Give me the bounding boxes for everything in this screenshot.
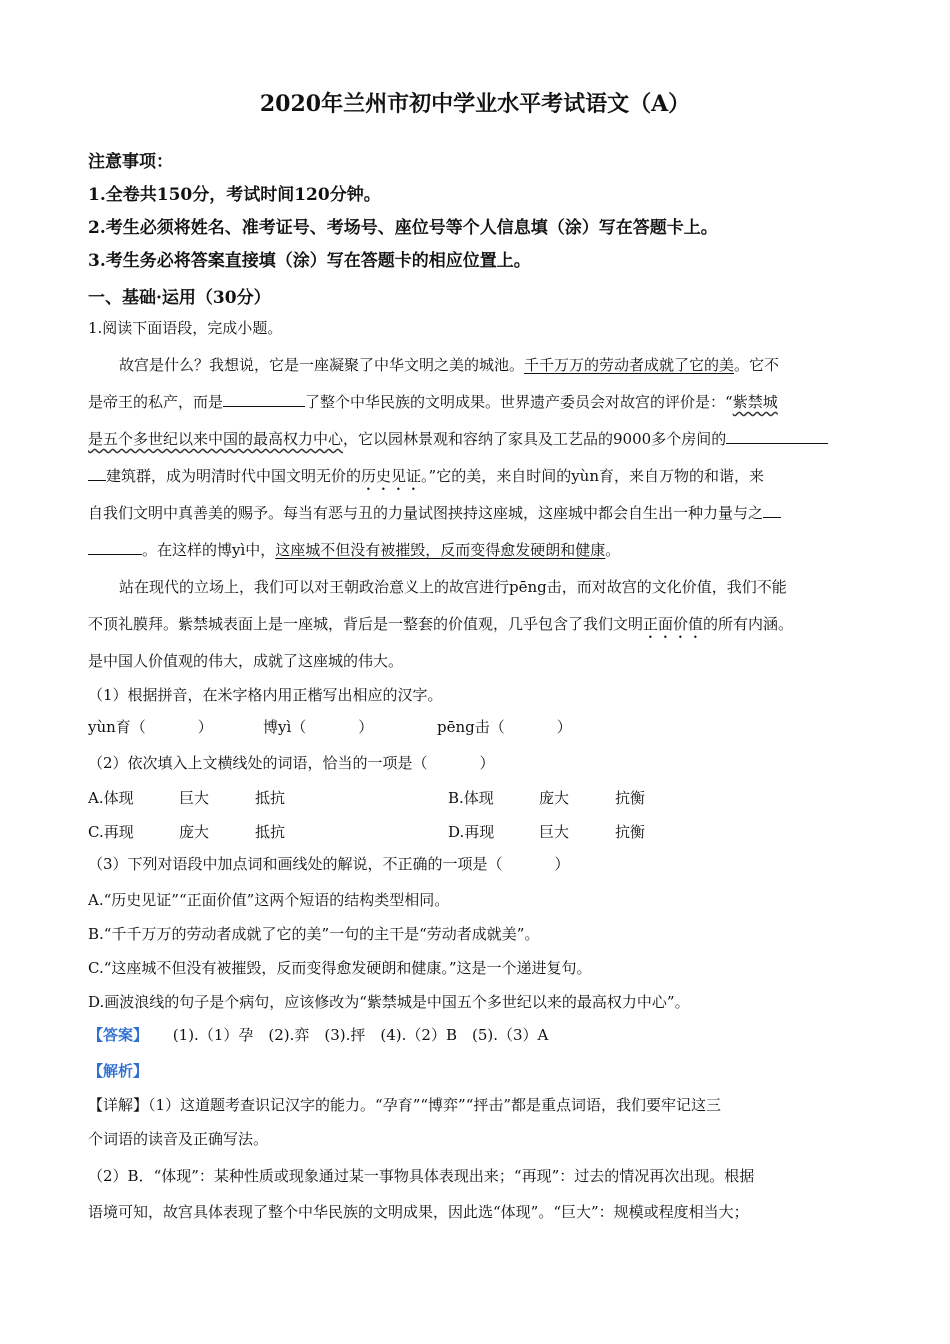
passage-line: 不顶礼膜拜。紫禁城表面上是一座城，背后是一整套的价值观，几乎包含了我们文明正面价值的所有内涵。 xyxy=(88,615,794,633)
dotted-phrase: 正面价值 xyxy=(643,615,704,633)
choice-b: B.“千千万万的劳动者成就了它的美”一句的主干是“劳动者成就美”。 xyxy=(88,925,540,943)
passage-line: 自我们文明中真善美的赐予。每当有恶与丑的力量试图挟持这座城，这座城中都会自生出一种力量与之 xyxy=(88,502,781,523)
answer-line xyxy=(88,1024,548,1045)
option-a-word-2: 巨大 xyxy=(179,789,210,807)
wavy-sentence: 紫禁城 xyxy=(732,393,778,411)
analysis-tag: 【解析】 xyxy=(88,1062,149,1080)
section-heading: 一、基础·运用（30分） xyxy=(88,288,271,308)
fill-blank-3 xyxy=(763,505,781,518)
passage-line: 是中国人价值观的伟大，成就了这座城的伟大。 xyxy=(88,652,404,670)
dotted-phrase: 历史见证 xyxy=(361,467,422,485)
note-item-1: 1.全卷共150分，考试时间120分钟。 xyxy=(88,185,381,205)
pinyin-item-3: pēng击（ ） xyxy=(437,718,572,736)
passage-line: 是帝王的私产，而是 了整个中华民族的文明成果。世界遗产委员会对故宫的评价是：“紫禁城 xyxy=(88,393,778,411)
pinyin-item-1: yùn育（ ） xyxy=(88,718,213,736)
fill-blank-2 xyxy=(726,431,828,444)
underlined-sentence: 这座城不但没有被摧毁，反而变得愈发硬朗和健康 xyxy=(275,541,606,559)
analysis-line: （2）B．“体现”：某种性质或现象通过某一事物具体表现出来；“再现”：过去的情况再次出现。根据 xyxy=(88,1167,755,1185)
option-c-word-3: 抵抗 xyxy=(255,823,286,841)
underlined-sentence: 千千万万的劳动者成就了它的美 xyxy=(524,356,735,374)
note-item-2: 2.考生必须将姓名、准考证号、考场号、座位号等个人信息填（涂）写在答题卡上。 xyxy=(88,218,718,238)
option-a-word-3: 抵抗 xyxy=(255,789,286,807)
option-b-word-3: 抗衡 xyxy=(615,789,646,807)
wavy-sentence: 是五个多世纪以来中国的最高权力中心 xyxy=(88,430,344,448)
passage-line: 故宫是什么？我想说，它是一座凝聚了中华文明之美的城池。千千万万的劳动者成就了它的美。它不 xyxy=(119,356,780,374)
option-b-word-2: 庞大 xyxy=(539,789,570,807)
passage-line: 建筑群，成为明清时代中国文明无价的历史见证。”它的美，来自时间的yùn育，来自万物的和谐，来 xyxy=(88,465,764,494)
answer-text: (1).（1）孕 (2).弈 (3).抨 (4).（2）B (5).（3）A xyxy=(172,1026,549,1044)
fill-blank-2-cont xyxy=(88,468,106,481)
passage-line: 是五个多世纪以来中国的最高权力中心，它以园林景观和容纳了家具及工艺品的9000多个房间的 xyxy=(88,428,828,449)
notes-heading: 注意事项： xyxy=(88,152,173,172)
option-d: D.再现 xyxy=(448,823,495,841)
analysis-line: 个词语的读音及正确写法。 xyxy=(88,1130,269,1148)
answer-tag: 【答案】 xyxy=(88,1026,149,1044)
question-intro: 1.阅读下面语段，完成小题。 xyxy=(88,319,283,337)
pinyin-item-2: 博yì（ ） xyxy=(263,718,374,736)
fill-blank-3-cont xyxy=(88,542,142,555)
subquestion-2-prompt: （2）依次填入上文横线处的词语，恰当的一项是（ ） xyxy=(88,754,495,772)
option-b: B.体现 xyxy=(448,789,494,807)
page-title: 2020年兰州市初中学业水平考试语文（A） xyxy=(259,91,691,117)
choice-c: C.“这座城不但没有被摧毁，反而变得愈发硬朗和健康。”这是一个递进复句。 xyxy=(88,959,592,977)
option-a: A.体现 xyxy=(88,789,134,807)
analysis-line: 【详解】（1）这道题考查识记汉字的能力。“孕育”“博弈”“抨击”都是重点词语，我们要牢记这三 xyxy=(88,1096,722,1114)
passage-line: 。在这样的博yì中，这座城不但没有被摧毁，反而变得愈发硬朗和健康。 xyxy=(88,539,620,560)
option-c-word-2: 庞大 xyxy=(179,823,210,841)
option-c: C.再现 xyxy=(88,823,134,841)
subquestion-3-prompt: （3）下列对语段中加点词和画线处的解说，不正确的一项是（ ） xyxy=(88,855,570,873)
fill-blank-1 xyxy=(223,394,305,407)
choice-d: D.画波浪线的句子是个病句，应该修改为“紫禁城是中国五个多世纪以来的最高权力中心”。 xyxy=(88,993,690,1011)
analysis-line: 语境可知，故宫具体表现了整个中华民族的文明成果，因此选“体现”。“巨大”：规模或程度相当大； xyxy=(88,1203,749,1221)
passage-line: 站在现代的立场上，我们可以对王朝政治意义上的故宫进行pēng击，而对故宫的文化价值，我们不能 xyxy=(119,578,787,596)
choice-a: A.“历史见证”“正面价值”这两个短语的结构类型相同。 xyxy=(88,891,450,909)
subquestion-1-prompt: （1）根据拼音，在米字格内用正楷写出相应的汉字。 xyxy=(88,686,443,704)
note-item-3: 3.考生务必将答案直接填（涂）写在答题卡的相应位置上。 xyxy=(88,251,531,271)
option-d-word-3: 抗衡 xyxy=(615,823,646,841)
option-d-word-2: 巨大 xyxy=(539,823,570,841)
